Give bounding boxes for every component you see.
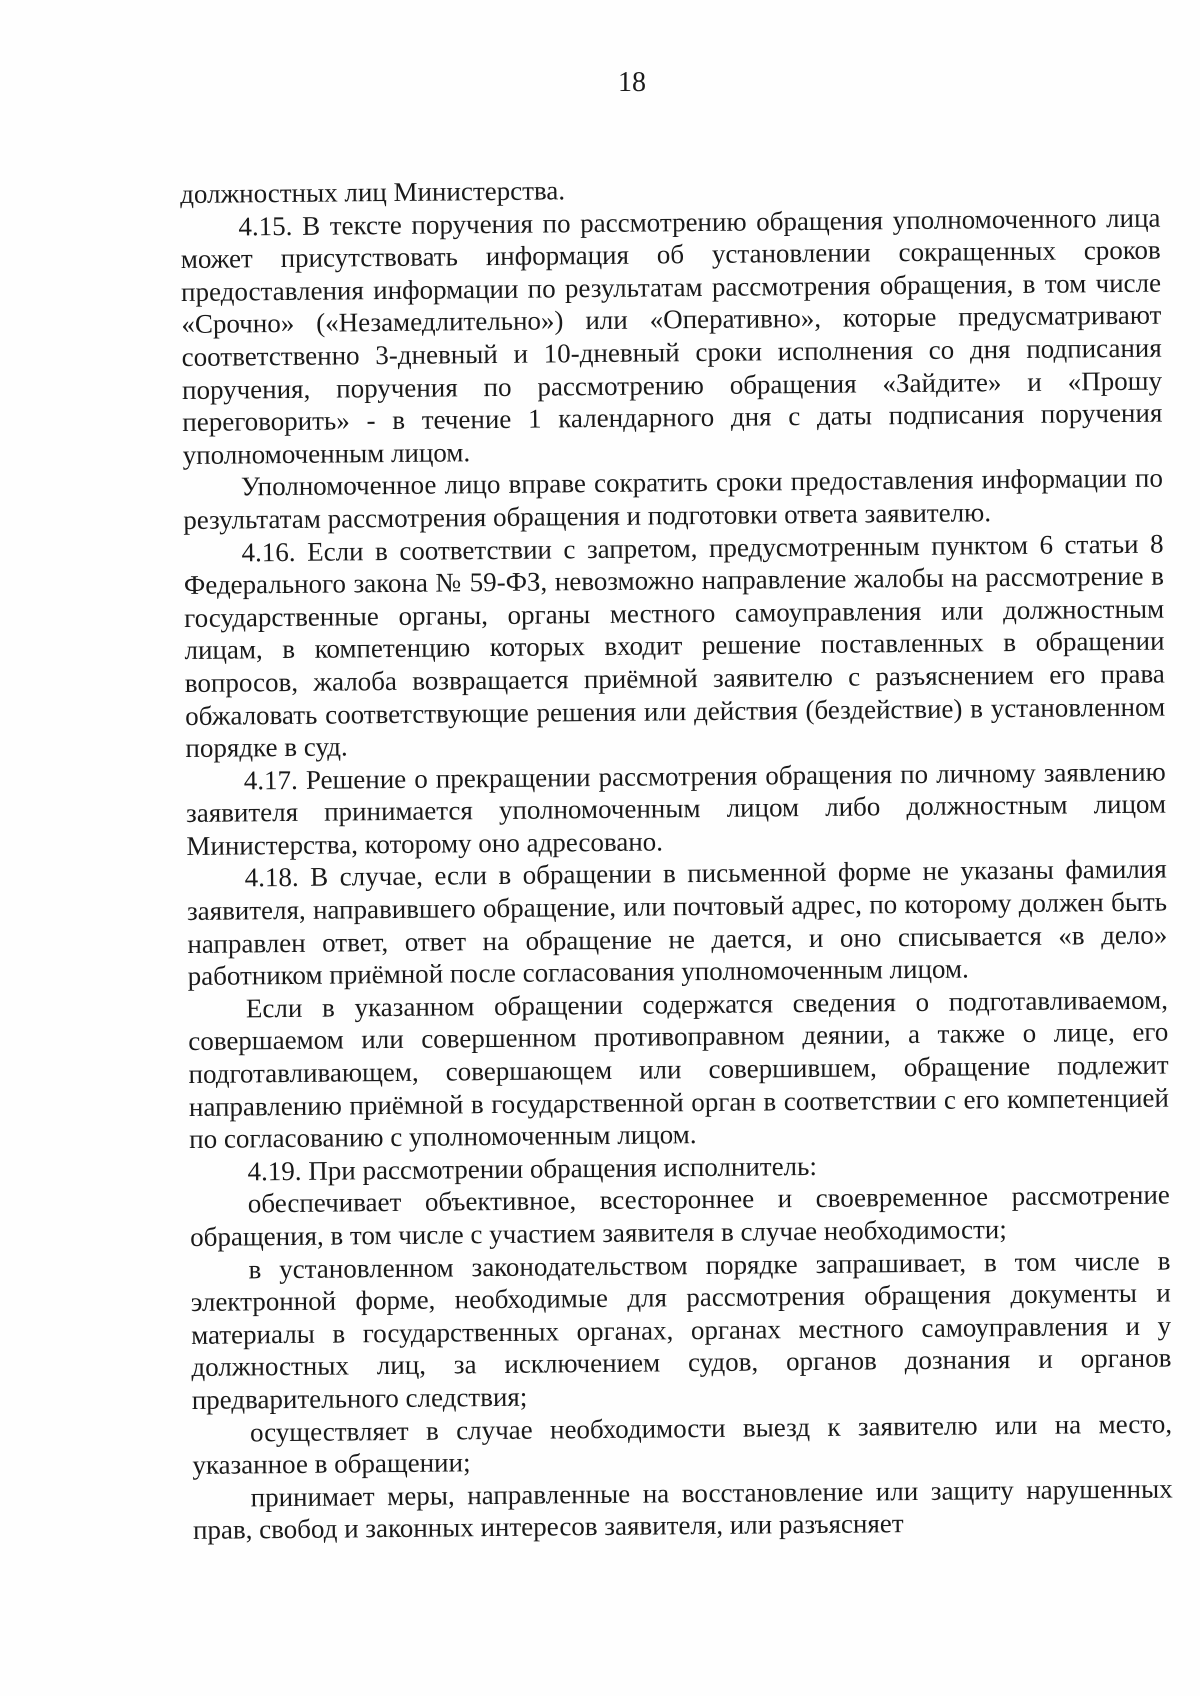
document-body [180, 169, 1173, 1547]
paragraph-continuation: должностных лиц Министерства. [180, 175, 566, 209]
paragraph-4-19: 4.19. При рассмотрении обращения исполнитель: [247, 1150, 818, 1187]
paragraph-4-18: 4.18. В случае, если в обращении в письменной форме не указаны фамилия заявителя, направившего обращение, или почтовый адрес, по которому должен быть направлен ответ, ответ на обращение не дается, и оно списывается «в дело» работником приёмной после согласования уполномоченным лицом. [186, 854, 1168, 992]
paragraph-4-19-item-2: в установленном законодательством порядке запрашивает, в том числе в электронной форме, необходимые для рассмотрения обращения документы и материалы в государственных органах, органах местного самоуправления и у должностных лиц, за исключением судов, органов дознания и органов предварительного следствия; [190, 1245, 1172, 1415]
paragraph-4-19-item-4: принимает меры, направленные на восстановление или защиту нарушенных прав, свобод и законных интересов заявителя, или разъясняет [192, 1473, 1173, 1546]
paragraph-4-17: 4.17. Решение о прекращении рассмотрения обращения по личному заявлению заявителя принимается уполномоченным лицом либо должностным лицом Министерства, которому оно адресовано. [185, 756, 1167, 861]
paragraph-4-15-note: Уполномоченное лицо вправе сократить сроки предоставления информации по результатам рассмотрения обращения и подготовки ответа заявителю. [183, 462, 1164, 535]
paragraph-4-15: 4.15. В тексте поручения по рассмотрению обращения уполномоченного лица может присутствовать информация об установлении сокращенных сроков предоставления информации по результатам рассмотрения обращения, в том числе «Срочно» («Незамедлительно») или «Оперативно», которые предусматривают соответственно 3-дневный и 10-дневный сроки исполнения со дня подписания поручения, поручения по рассмотрению обращения «Зайдите» и «Прошу переговорить» - в течение 1 календарного дня с даты подписания поручения уполномоченным лицом. [180, 202, 1163, 470]
paragraph-4-18-note: Если в указанном обращении содержатся сведения о подготавливаемом, совершаемом или совершенном противоправном деянии, а также о лице, его подготавливающем, совершающем или совершившем, обращение подлежит направлению приёмной в государственной орган в соответствии с его компетенцией по согласованию с уполномоченным лицом. [188, 984, 1170, 1155]
paragraph-4-19-item-1: обеспечивает объективное, всестороннее и своевременное рассмотрение обращения, в том числе с участием заявителя в случае необходимости; [190, 1179, 1170, 1252]
paragraph-4-19-item-3: осуществляет в случае необходимости выезд к заявителю или на место, указанное в обращении; [192, 1408, 1173, 1481]
page-number: 18 [618, 67, 646, 98]
paragraph-4-16: 4.16. Если в соответствии с запретом, предусмотренным пунктом 6 статьи 8 Федерального закона № 59-ФЗ, невозможно направление жалобы на рассмотрение в государственные органы, органы местного самоуправления или должностным лицам, в компетенцию которых входит решение поставленных в обращении вопросов, жалоба возвращается приёмной заявителю с разъяснением его права обжаловать соответствующие решения или действия (бездействие) в установленном порядке в суд. [183, 528, 1166, 764]
